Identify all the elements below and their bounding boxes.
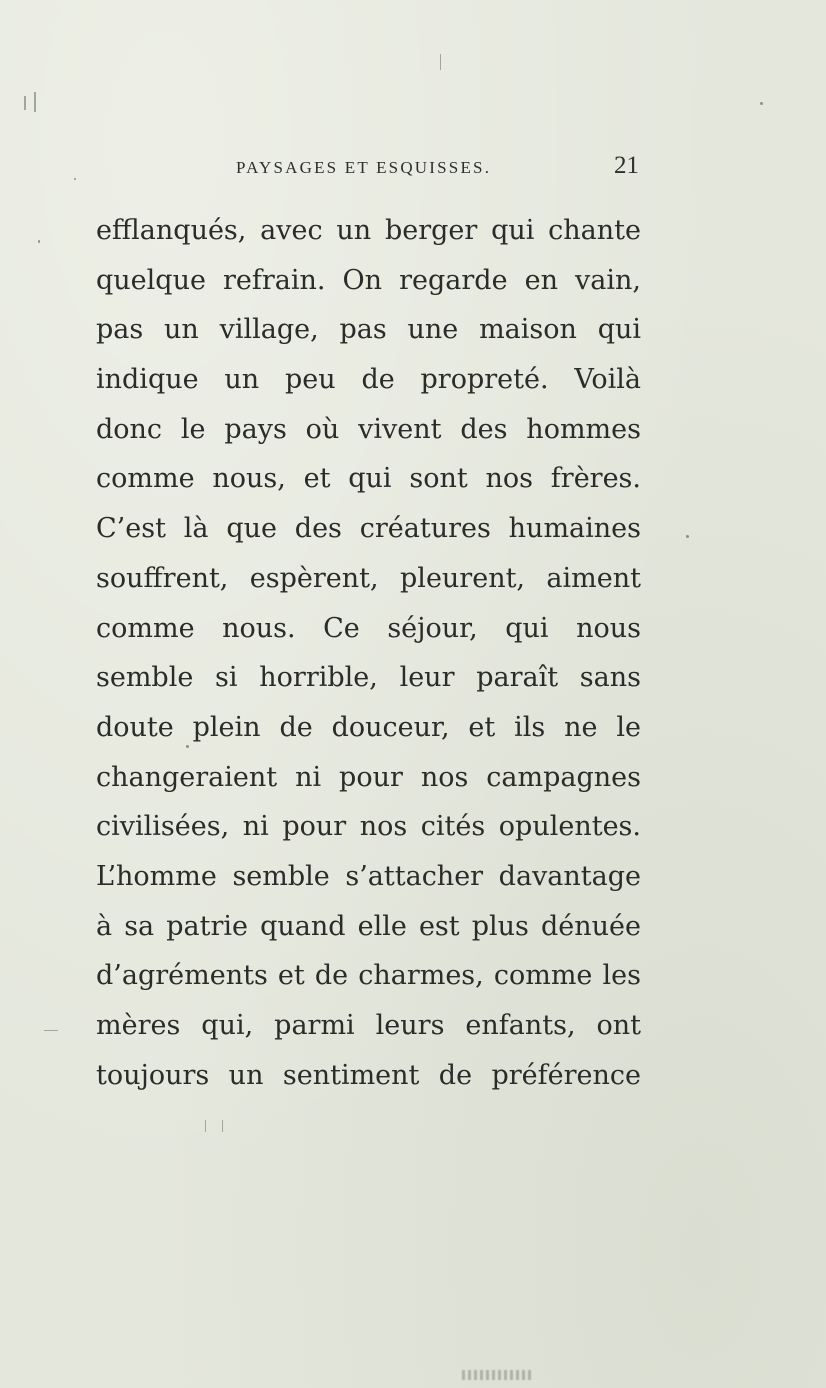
text-line: L’homme semble s’attacher davantage xyxy=(96,860,641,892)
paper-mark xyxy=(44,1030,58,1031)
text-line: d’agréments et de charmes, comme les xyxy=(96,960,641,992)
paper-speck xyxy=(74,178,76,180)
running-head xyxy=(96,152,641,186)
page-number: 21 xyxy=(614,152,639,179)
text-line: comme nous, et qui sont nos frères. xyxy=(96,463,641,495)
running-title: PAYSAGES ET ESQUISSES. xyxy=(236,158,492,177)
text-line: souffrent, espèrent, pleurent, aiment xyxy=(96,562,641,594)
paper-speck xyxy=(38,240,40,243)
text-line: à sa patrie quand elle est plus dénuée xyxy=(96,910,641,942)
paper-mark xyxy=(440,54,441,70)
paper-mark xyxy=(24,96,26,110)
text-line: comme nous. Ce séjour, qui nous xyxy=(96,612,641,644)
body-text xyxy=(96,206,641,1100)
text-line: C’est là que des créatures humaines xyxy=(96,513,641,545)
paper-mark xyxy=(34,92,36,112)
text-line: pas un village, pas une maison qui xyxy=(96,314,641,346)
text-line: semble si horrible, leur paraît sans xyxy=(96,662,641,694)
text-line: doute plein de douceur, et ils ne le xyxy=(96,711,641,743)
text-line: quelque refrain. On regarde en vain, xyxy=(96,264,641,296)
text-line: changeraient ni pour nos campagnes xyxy=(96,761,641,793)
paper-mark xyxy=(222,1120,223,1132)
bottom-smudge xyxy=(462,1370,532,1380)
text-line: civilisées, ni pour nos cités opulentes. xyxy=(96,811,641,843)
text-line: toujours un sentiment de préférence xyxy=(96,1059,641,1091)
paper-speck xyxy=(760,102,763,105)
text-line: donc le pays où vivent des hommes xyxy=(96,413,641,445)
paper-speck xyxy=(686,535,689,538)
text-line: efflanqués, avec un berger qui chante xyxy=(96,215,641,246)
text-line: mères qui, parmi leurs enfants, ont xyxy=(96,1010,641,1041)
paper-mark xyxy=(205,1120,206,1132)
text-line: indique un peu de propreté. Voilà xyxy=(96,364,641,396)
